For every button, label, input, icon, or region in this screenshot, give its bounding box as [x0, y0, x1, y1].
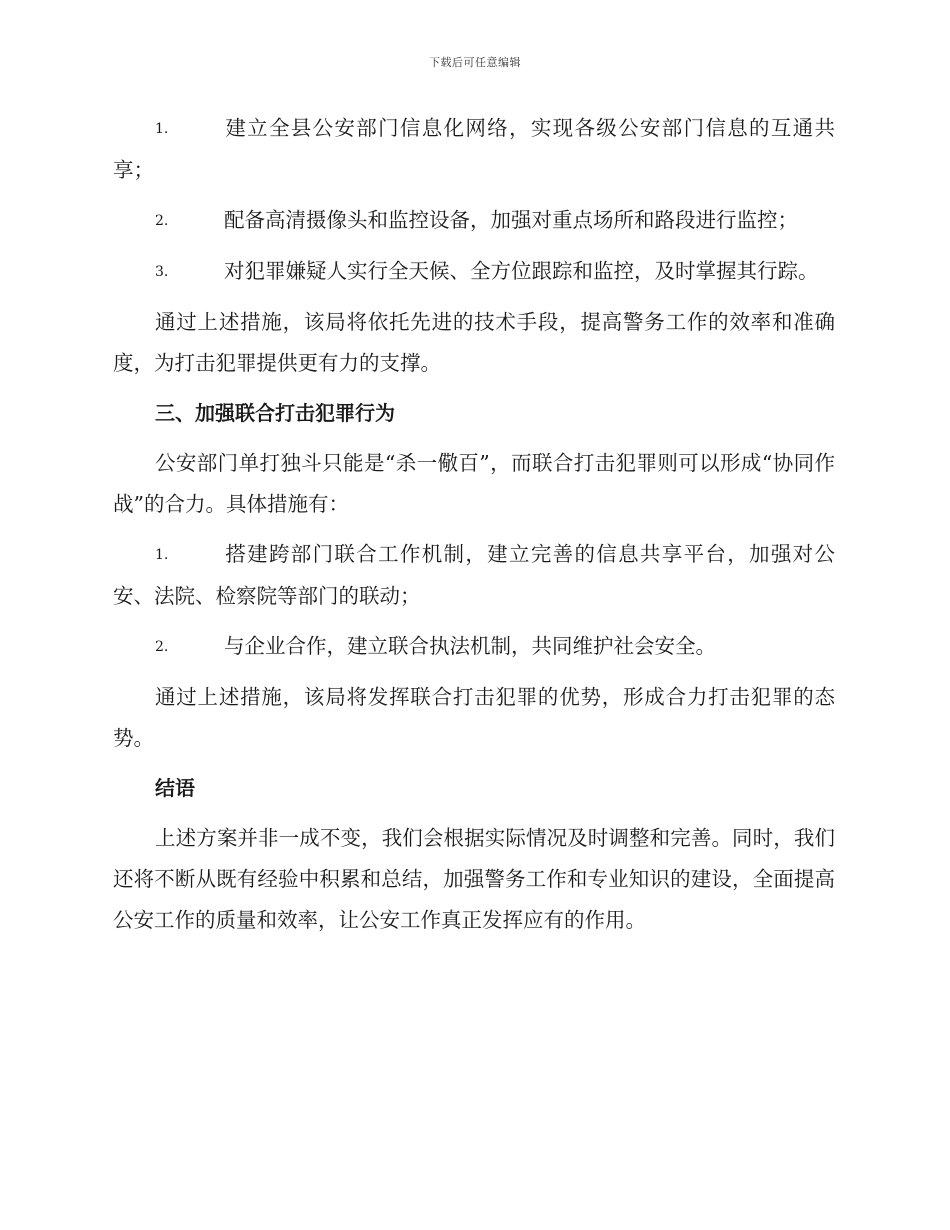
list-item — [113, 108, 835, 191]
list-text: 配备高清摄像头和监控设备，加强对重点场所和路段进行监控； — [224, 208, 798, 232]
paragraph: 公安部门单打独斗只能是“杀一儆百”，而联合打击犯罪则可以形成“协同作战”的合力。具体措施有： — [113, 451, 835, 516]
list-item — [113, 251, 835, 293]
paragraph: 上述方案并非一成不变，我们会根据实际情况及时调整和完善。同时，我们还将不断从既有经验中积累和总结，加强警务工作和专业知识的建设，全面提高公安工作的质量和效率，让公安工作真正发挥应有的作用。 — [113, 826, 835, 932]
list-text: 搭建跨部门联合工作机制，建立完善的信息共享平台，加强对公安、法院、检察院等部门的联动； — [113, 542, 835, 608]
list-number: 1. — [155, 547, 169, 563]
paragraph: 通过上述措施，该局将发挥联合打击犯罪的优势，形成合力打击犯罪的态势。 — [113, 685, 835, 750]
list-number: 3. — [155, 264, 169, 280]
list-text: 对犯罪嫌疑人实行全天候、全方位跟踪和监控，及时掌握其行踪。 — [224, 259, 819, 283]
list-number: 2. — [155, 213, 169, 229]
list-item — [113, 534, 835, 617]
list-text: 与企业合作，建立联合执法机制，共同维护社会安全。 — [224, 634, 716, 658]
list-text: 建立全县公安部门信息化网络，实现各级公安部门信息的互通共享； — [113, 116, 835, 182]
page-header: 下载后可任意编辑 — [429, 56, 521, 69]
section-heading: 三、加强联合打击犯罪行为 — [155, 401, 395, 425]
list-item — [113, 200, 835, 242]
document-body — [113, 108, 835, 950]
paragraph: 通过上述措施，该局将依托先进的技术手段，提高警务工作的效率和准确度，为打击犯罪提供更有力的支撑。 — [113, 310, 835, 375]
list-number: 2. — [155, 639, 169, 655]
list-number: 1. — [155, 121, 169, 137]
section-heading: 结语 — [155, 776, 195, 800]
list-item — [113, 626, 835, 668]
